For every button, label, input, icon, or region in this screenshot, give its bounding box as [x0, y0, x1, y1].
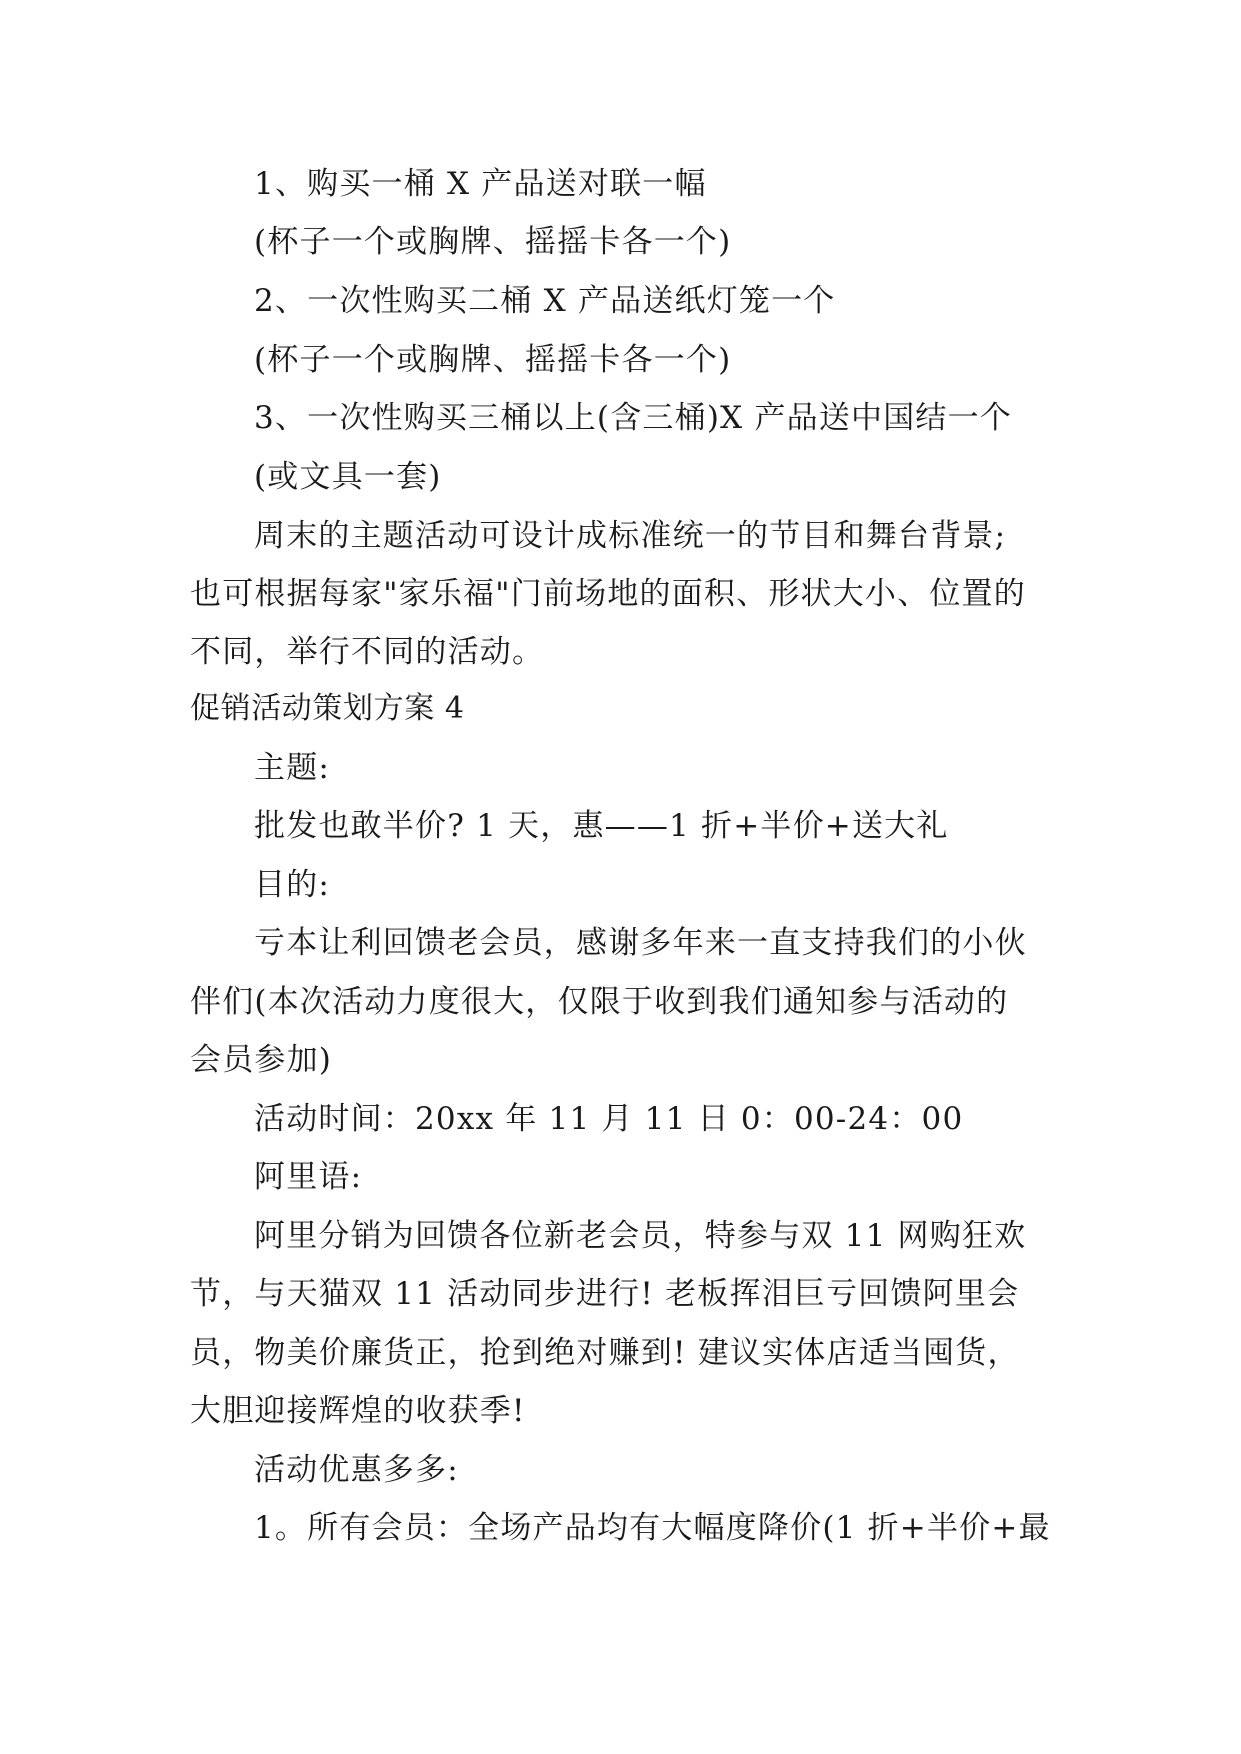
- list-item-3: 3、一次性购买三桶以上(含三桶)X 产品送中国结一个: [254, 400, 1013, 436]
- list-item-1: 1、购买一桶 X 产品送对联一幅: [254, 166, 707, 202]
- list-item-1-note: (杯子一个或胸牌、摇摇卡各一个): [254, 224, 732, 260]
- event-time: 活动时间：20xx 年 11 月 11 日 0：00-24：00: [254, 1101, 964, 1137]
- purpose-line-1: 亏本让利回馈老会员，感谢多年来一直支持我们的小伙: [254, 925, 1027, 961]
- paragraph-weekend-line-2: 也可根据每家"家乐福"门前场地的面积、形状大小、位置的: [190, 576, 1026, 612]
- purpose-label: 目的:: [254, 867, 331, 903]
- theme-text: 批发也敢半价? 1 天，惠——1 折+半价+送大礼: [254, 808, 949, 844]
- section-heading: 促销活动策划方案 4: [190, 691, 465, 726]
- paragraph-weekend-line-3: 不同，举行不同的活动。: [190, 634, 545, 670]
- list-item-3-note: (或文具一套): [254, 459, 442, 495]
- ali-line-4: 大胆迎接辉煌的收获季!: [190, 1393, 526, 1429]
- ali-label: 阿里语:: [254, 1159, 363, 1195]
- ali-line-3: 员，物美价廉货正，抢到绝对赚到! 建议实体店适当囤货，: [190, 1335, 1020, 1371]
- list-item-2-note: (杯子一个或胸牌、摇摇卡各一个): [254, 342, 732, 378]
- paragraph-weekend-line-1: 周末的主题活动可设计成标准统一的节目和舞台背景;: [254, 518, 1007, 554]
- offers-label: 活动优惠多多:: [254, 1452, 459, 1488]
- purpose-line-2: 伴们(本次活动力度很大，仅限于收到我们通知参与活动的: [190, 984, 1009, 1020]
- ali-line-2: 节，与天猫双 11 活动同步进行! 老板挥泪巨亏回馈阿里会: [190, 1276, 1020, 1312]
- ali-line-1: 阿里分销为回馈各位新老会员，特参与双 11 网购狂欢: [254, 1218, 1027, 1254]
- purpose-line-3: 会员参加): [190, 1042, 333, 1078]
- list-item-2: 2、一次性购买二桶 X 产品送纸灯笼一个: [254, 283, 836, 319]
- theme-label: 主题:: [254, 750, 331, 786]
- offers-item-1: 1。所有会员：全场产品均有大幅度降价(1 折+半价+最: [254, 1510, 1051, 1546]
